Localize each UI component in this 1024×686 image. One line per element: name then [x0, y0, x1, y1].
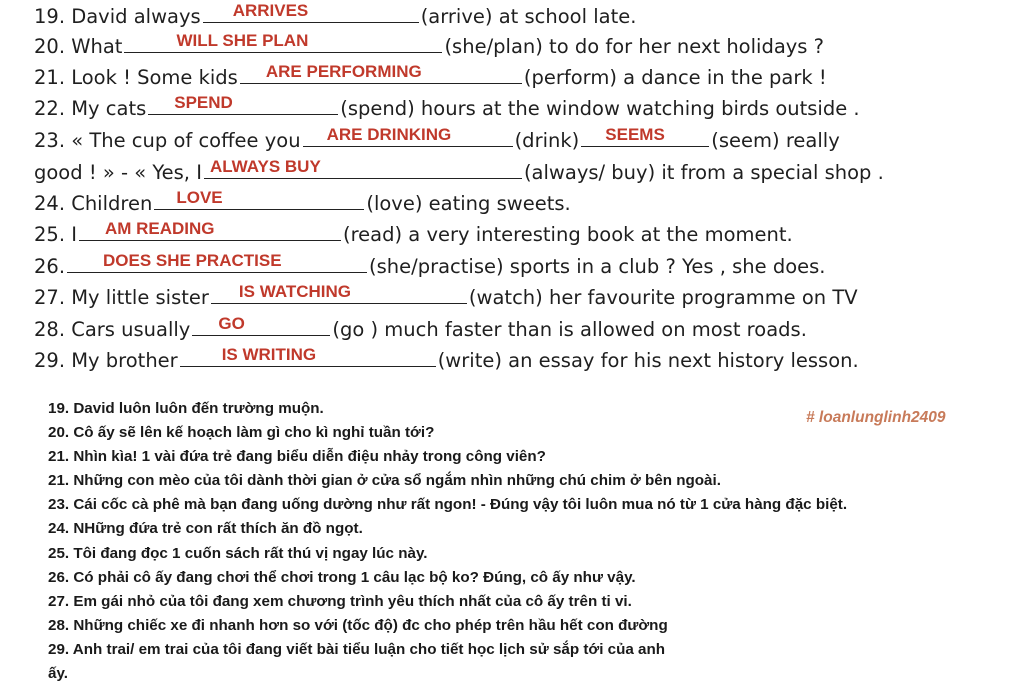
exercise-line — [34, 61, 827, 91]
answer-text: ARE DRINKING — [326, 125, 452, 144]
exercise-text: 19. David always — [34, 5, 201, 28]
exercise-text: good ! » - « Yes, I — [34, 161, 202, 184]
exercise-line — [34, 30, 824, 60]
answer-text: ARE PERFORMING — [265, 62, 422, 81]
translation-line: 19. David luôn luôn đến trường muộn. — [48, 400, 324, 417]
exercise-text: (perform) a dance in the park ! — [523, 66, 827, 89]
answer-text: DOES SHE PRACTISE — [103, 251, 282, 270]
exercise-line — [34, 156, 884, 186]
exercise-text: (write) an essay for his next history lesson. — [437, 349, 859, 372]
exercise-text: 29. My brother — [34, 349, 178, 372]
exercise-text: 25. I — [34, 223, 77, 246]
exercise-text: (spend) hours at the window watching birds outside . — [340, 97, 860, 120]
exercise-line — [34, 124, 840, 154]
exercise-line — [34, 218, 793, 248]
answer-blank — [180, 344, 436, 367]
answer-text: WILL SHE PLAN — [176, 31, 309, 50]
exercise-text: 22. My cats — [34, 97, 147, 120]
translation-line: 20. Cô ấy sẽ lên kế hoạch làm gì cho kì nghỉ tuần tới? — [48, 424, 435, 442]
exercise-line — [34, 92, 860, 122]
answer-text: SPEND — [174, 93, 233, 112]
exercise-text: (always/ buy) it from a special shop . — [523, 161, 884, 184]
exercise-text: (she/plan) to do for her next holidays ? — [444, 35, 825, 58]
exercise-text: 20. What — [34, 35, 123, 58]
exercise-text: (drink) — [514, 129, 580, 152]
exercise-text: (watch) her favourite programme on TV — [468, 286, 858, 309]
exercise-text: 24. Children — [34, 192, 153, 215]
answer-text: LOVE — [176, 188, 223, 207]
exercise-text: 27. My little sister — [34, 286, 209, 309]
answer-text: SEEMS — [605, 125, 665, 144]
answer-text: GO — [218, 314, 245, 333]
answer-blank — [154, 187, 364, 210]
exercise-line — [34, 313, 807, 343]
answer-text: IS WATCHING — [238, 282, 351, 301]
answer-blank — [211, 281, 467, 304]
exercise-line — [34, 250, 826, 280]
exercise-text: (read) a very interesting book at the moment. — [342, 223, 793, 246]
answer-blank — [204, 156, 522, 179]
answer-blank — [67, 250, 367, 273]
exercise-text: 28. Cars usually — [34, 318, 191, 341]
answer-text: IS WRITING — [221, 345, 317, 364]
answer-blank — [581, 124, 709, 147]
exercise-text: (she/practise) sports in a club ? Yes , she does. — [369, 255, 826, 278]
answer-text: ARRIVES — [232, 1, 309, 20]
answer-blank — [148, 92, 338, 115]
translation-line: 29. Anh trai/ em trai của tôi đang viết bài tiểu luận cho tiết học lịch sử sắp tới của anh — [48, 640, 666, 658]
translation-line: ấy. — [48, 665, 68, 683]
exercise-text: (seem) really — [711, 129, 840, 152]
author-hashtag: # loanlunglinh2409 — [806, 409, 946, 426]
answer-text: ALWAYS BUY — [209, 157, 321, 176]
exercise-line — [34, 281, 858, 311]
exercise-line — [34, 187, 571, 217]
exercise-line — [34, 0, 636, 30]
answer-blank — [124, 30, 442, 53]
exercise-line — [34, 344, 859, 374]
exercise-text: (arrive) at school late. — [420, 5, 637, 28]
answer-blank — [79, 218, 341, 241]
exercise-text: (go ) much faster than is allowed on most roads. — [332, 318, 807, 341]
answer-text: AM READING — [104, 219, 215, 238]
translation-line: 26. Có phải cô ấy đang chơi thể chơi trong 1 câu lạc bộ ko? Đúng, cô ấy như vậy. — [48, 568, 636, 586]
exercise-text: (love) eating sweets. — [366, 192, 571, 215]
answer-blank — [240, 61, 522, 84]
answer-blank — [303, 124, 513, 147]
translation-line: 24. NHững đứa trẻ con rất thích ăn đồ ngọt. — [48, 520, 363, 538]
translation-line: 27. Em gái nhỏ của tôi đang xem chương trình yêu thích nhất của cô ấy trên ti vi. — [48, 592, 632, 610]
translation-line: 28. Những chiếc xe đi nhanh hơn so với (tốc độ) đc cho phép trên hầu hết con đường — [48, 616, 668, 634]
answer-blank — [192, 313, 330, 336]
exercise-text: 21. Look ! Some kids — [34, 66, 238, 89]
exercise-text: 23. « The cup of coffee you — [34, 129, 301, 152]
translation-line: 21. Nhìn kìa! 1 vài đứa trẻ đang biểu diễn điệu nhảy trong công viên? — [48, 448, 546, 466]
translation-line: 21. Những con mèo của tôi dành thời gian ở cửa sổ ngắm nhìn những chú chim ở bên ngoài. — [48, 472, 721, 490]
translation-list — [48, 397, 1008, 686]
translation-line: 25. Tôi đang đọc 1 cuốn sách rất thú vị ngay lúc này. — [48, 544, 428, 562]
exercise-text: 26. — [34, 255, 66, 278]
translation-line: 23. Cái cốc cà phê mà bạn đang uống dường như rất ngon! - Đúng vậy tôi luôn mua nó từ 1 cửa hàng đặc biệt. — [48, 496, 848, 514]
answer-blank — [203, 0, 419, 23]
